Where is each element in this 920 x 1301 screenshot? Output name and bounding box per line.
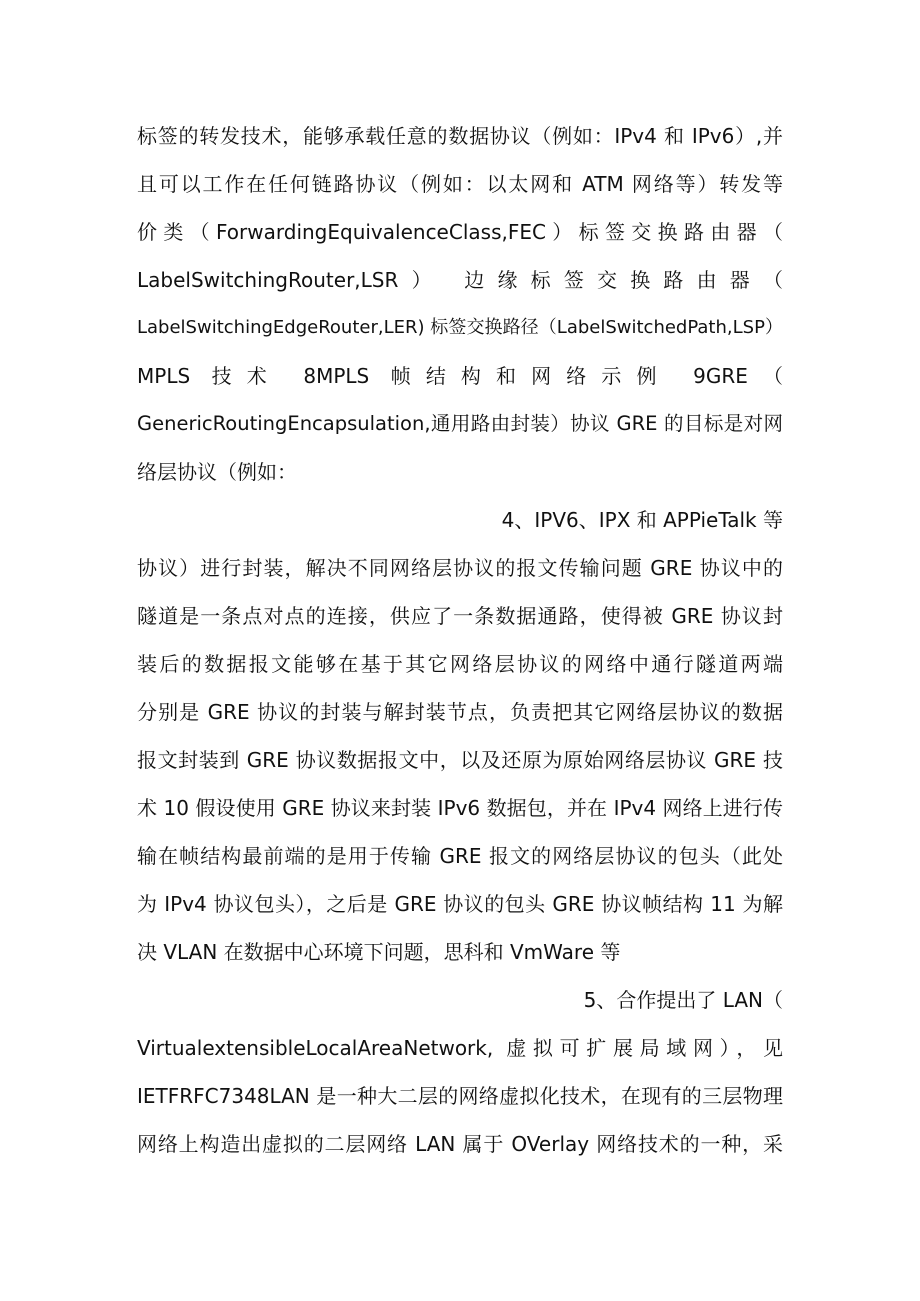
text-line: 术 10 假设使用 GRE 协议来封装 IPv6 数据包，并在 IPv4 网络上进行传	[137, 796, 783, 820]
text-line: 装后的数据报文能够在基于其它网络层协议的网络中通行隧道两端	[137, 652, 783, 676]
text-line: 5、合作提出了 LAN（	[583, 988, 783, 1012]
text-line: MPLS 技术 8MPLS 帧结构和网络示例 9GRE（	[137, 364, 783, 388]
text-line: 4、IPV6、IPX 和 APPieTalk 等	[501, 508, 783, 532]
text-line: 输在帧结构最前端的是用于传输 GRE 报文的网络层协议的包头（此处	[137, 844, 783, 868]
text-line: 隧道是一条点对点的连接，供应了一条数据通路，使得被 GRE 协议封	[137, 604, 783, 628]
text-line: 决 VLAN 在数据中心环境下问题，思科和 VmWare 等	[137, 940, 621, 964]
text-line: 分别是 GRE 协议的封装与解封装节点，负责把其它网络层协议的数据	[137, 700, 783, 724]
text-line: 为 IPv4 协议包头），之后是 GRE 协议的包头 GRE 协议帧结构 11 为解	[137, 892, 783, 916]
text-line: 价类（ForwardingEquivalenceClass,FEC）标签交换路由器（	[137, 220, 783, 244]
text-line: IETFRFC7348LAN 是一种大二层的网络虚拟化技术，在现有的三层物理	[137, 1084, 783, 1108]
text-line: 协议）进行封装，解决不同网络层协议的报文传输问题 GRE 协议中的	[137, 556, 783, 580]
text-line: 且可以工作在任何链路协议（例如：以太网和 ATM 网络等）转发等	[137, 172, 783, 196]
text-line: 络层协议（例如：	[137, 460, 297, 484]
text-line: 标签的转发技术，能够承载任意的数据协议（例如：IPv4 和 IPv6）,并	[137, 124, 783, 148]
text-line: LabelSwitchingRouter,LSR） 边缘标签交换路由器（	[137, 268, 783, 292]
text-line: LabelSwitchingEdgeRouter,LER) 标签交换路径（LabelSwitchedPath,LSP）	[137, 317, 783, 338]
text-line: 报文封装到 GRE 协议数据报文中，以及还原为原始网络层协议 GRE 技	[137, 748, 783, 772]
text-line: GenericRoutingEncapsulation,通用路由封装）协议 GRE 的目标是对网	[137, 412, 783, 435]
text-line: 网络上构造出虚拟的二层网络 LAN 属于 OVerlay 网络技术的一种，采	[137, 1132, 783, 1156]
text-line: VirtualextensibleLocalAreaNetwork, 虚拟可扩展局域网），见	[137, 1036, 783, 1060]
